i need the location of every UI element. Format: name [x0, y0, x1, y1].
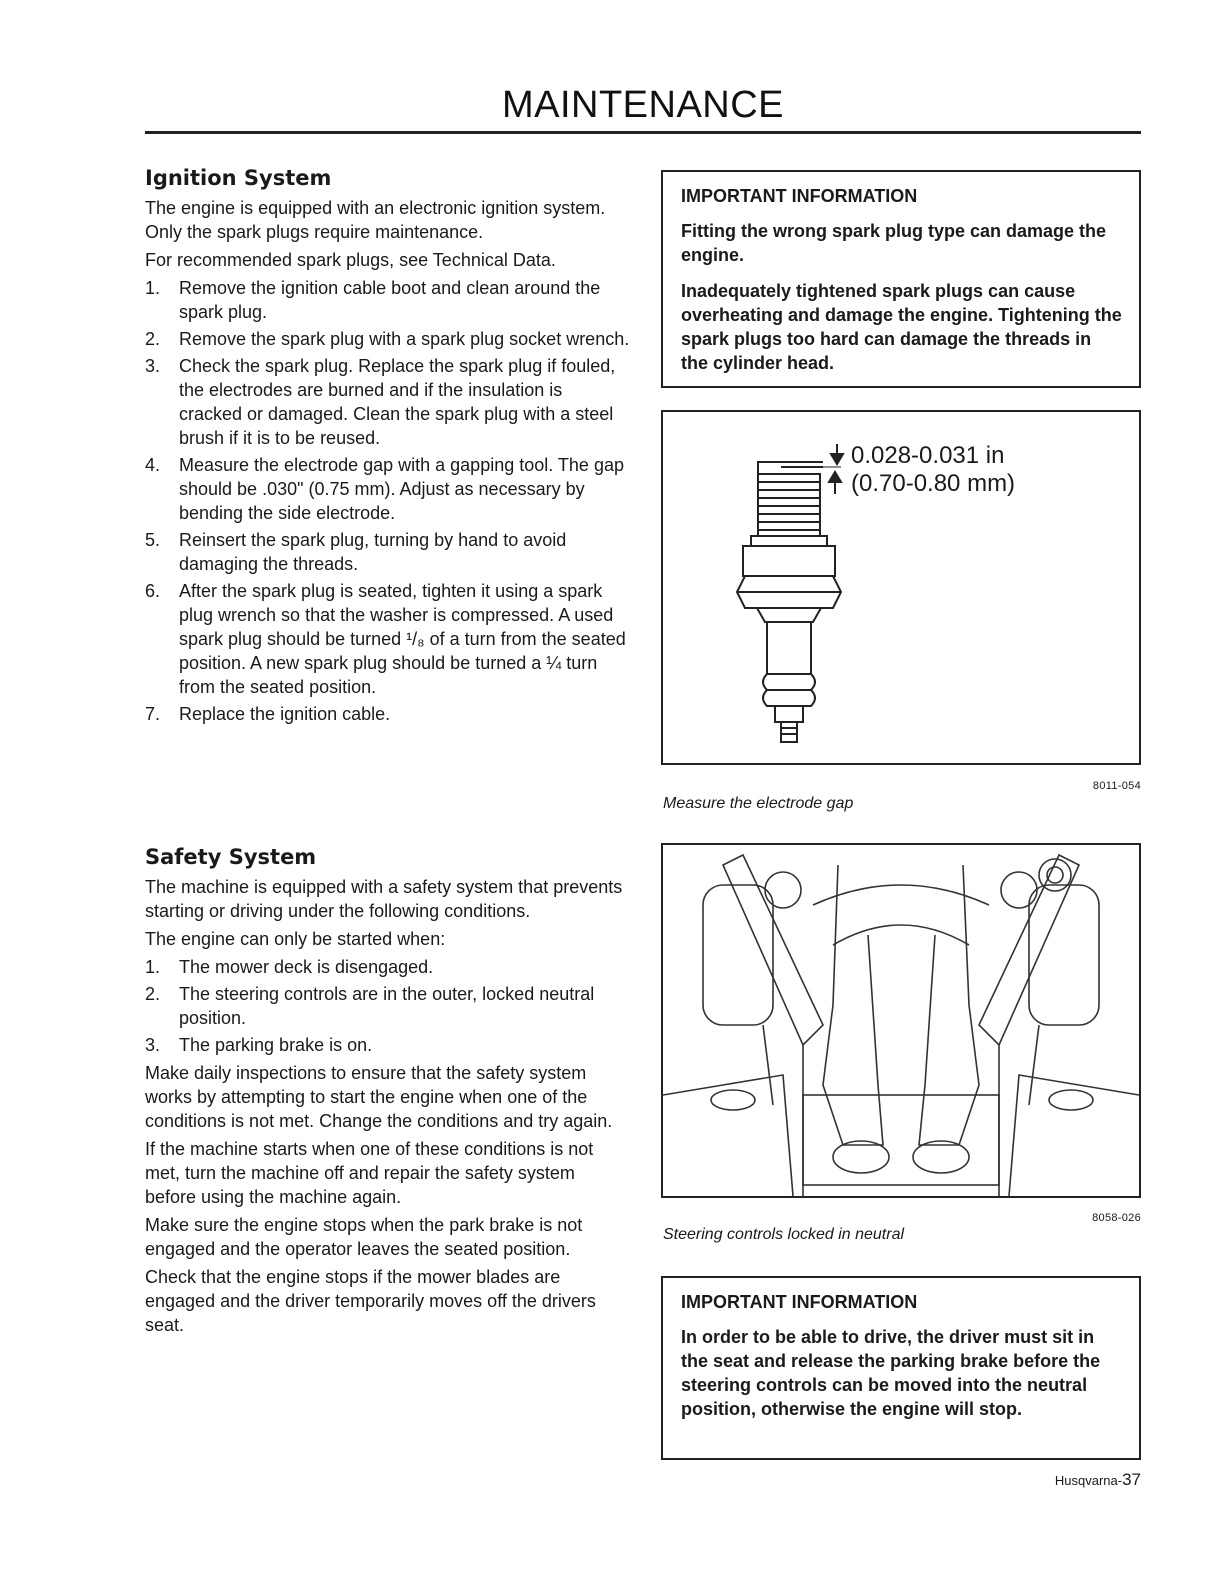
header-rule [145, 131, 1141, 134]
step-text: The steering controls are in the outer, locked neutral position. [179, 984, 595, 1028]
page-number: 37 [1122, 1470, 1141, 1489]
step-text: Check the spark plug. Replace the spark plug if fouled, the electrodes are burned and if the insulation is cracked or damaged. Clean the spark plug with a steel brush if it is to be reused. [179, 356, 616, 448]
list-item [145, 453, 630, 525]
safety-paragraph: Make daily inspections to ensure that the safety system works by attempting to start the engine when one of the conditions is not met. Change the conditions and try again. [145, 1063, 613, 1131]
step-number: 3. [145, 1035, 161, 1055]
step-number: 7. [145, 704, 161, 724]
footer-brand: Husqvarna- [1054, 1473, 1123, 1488]
ignition-steps [145, 276, 630, 726]
list-item [145, 955, 630, 979]
step-number: 2. [145, 984, 161, 1004]
safety-paragraph: If the machine starts when one of these conditions is not met, turn the machine off and repair the safety system before using the machine again. [145, 1139, 594, 1207]
step-number: 2. [145, 329, 161, 349]
info-box-text: In order to be able to drive, the driver must sit in the seat and release the parking brake before the steering controls can be moved into the neutral position, otherwise the engine will stop. [681, 1327, 1101, 1419]
ignition-section [145, 166, 630, 730]
important-info-box [661, 170, 1141, 388]
list-item [145, 276, 630, 324]
steering-controls-figure [661, 843, 1141, 1198]
gap-inches-label: 0.028-0.031 in [851, 442, 1005, 469]
info-box-title: IMPORTANT INFORMATION [681, 186, 918, 206]
ignition-intro-2: For recommended spark plugs, see Technical Data. [145, 250, 556, 270]
spark-plug-figure [661, 410, 1141, 765]
list-item [145, 528, 630, 576]
list-item [145, 579, 630, 699]
step-number: 6. [145, 581, 161, 601]
list-item [145, 354, 630, 450]
gap-mm-label: (0.70-0.80 mm) [851, 470, 1016, 497]
list-item [145, 1033, 630, 1057]
step-text: Reinsert the spark plug, turning by hand to avoid damaging the threads. [179, 530, 567, 574]
figure-caption: Measure the electrode gap [663, 795, 854, 812]
step-text: Replace the ignition cable. [179, 704, 391, 724]
steering-controls-illustration [663, 845, 1139, 1196]
info-box-text: Fitting the wrong spark plug type can damage the engine. [681, 221, 1107, 265]
figure-caption: Steering controls locked in neutral [663, 1226, 905, 1243]
safety-intro-2: The engine can only be started when: [145, 929, 446, 949]
step-text: The mower deck is disengaged. [179, 957, 434, 977]
step-text: The parking brake is on. [179, 1035, 373, 1055]
page-footer [1055, 1470, 1141, 1490]
safety-title: Safety System [145, 845, 317, 869]
page-title: MAINTENANCE [501, 84, 785, 126]
list-item [145, 982, 630, 1030]
list-item [145, 702, 630, 726]
step-text: Measure the electrode gap with a gapping tool. The gap should be .030" (0.75 mm). Adjust as necessary by bending the side electrode. [179, 455, 624, 523]
step-number: 1. [145, 278, 161, 298]
step-number: 1. [145, 957, 161, 977]
safety-paragraph: Make sure the engine stops when the park brake is not engaged and the operator leaves the seated position. [145, 1215, 583, 1259]
safety-paragraph: Check that the engine stops if the mower blades are engaged and the driver temporarily moves off the drivers seat. [145, 1267, 596, 1335]
ignition-title: Ignition System [145, 166, 332, 190]
figure-code: 8058-026 [1092, 1212, 1141, 1224]
info-box-title: IMPORTANT INFORMATION [681, 1292, 918, 1312]
list-item [145, 327, 630, 351]
important-info-box [661, 1276, 1141, 1460]
step-number: 5. [145, 530, 161, 550]
step-text: Remove the ignition cable boot and clean around the spark plug. [179, 278, 601, 322]
step-number: 4. [145, 455, 161, 475]
step-number: 3. [145, 356, 161, 376]
info-box-text: Inadequately tightened spark plugs can cause overheating and damage the engine. Tightening the spark plugs too hard can damage the threads in the cylinder head. [681, 281, 1122, 373]
step-text: After the spark plug is seated, tighten it using a spark plug wrench so that the washer is compressed. A used spark plug should be turned ¹/₈ of a turn from the seated position. A new spark plug should be turned a ¼ turn from the seated position. [179, 581, 626, 697]
step-text: Remove the spark plug with a spark plug socket wrench. [179, 329, 630, 349]
ignition-intro-1: The engine is equipped with an electronic ignition system. Only the spark plugs require maintenance. [145, 198, 606, 242]
figure-code: 8011-054 [1092, 780, 1141, 792]
safety-intro-1: The machine is equipped with a safety system that prevents starting or driving under the following conditions. [145, 877, 623, 921]
safety-steps [145, 955, 630, 1057]
safety-section [145, 845, 630, 1341]
